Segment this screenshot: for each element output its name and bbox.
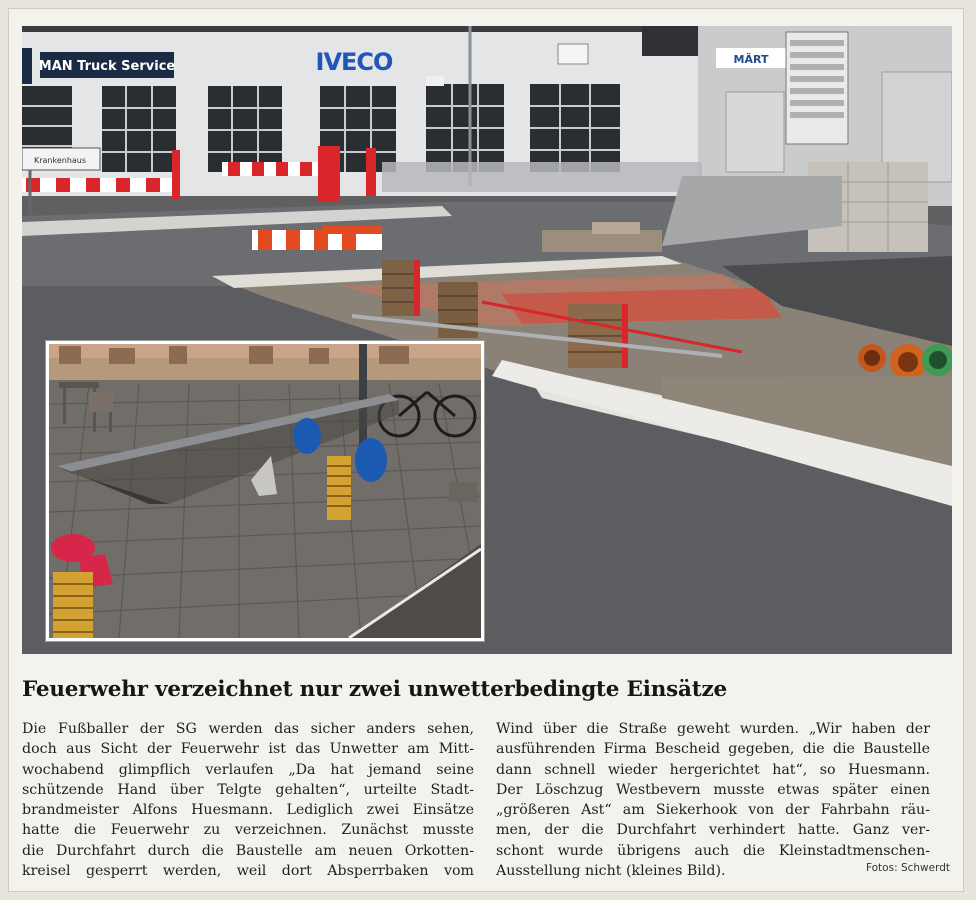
body-line: kreisel gesperrt werden, weil dort Absperrbaken vom [22,863,474,880]
body-line: schützende Hand über Telgte gehalten“, urteilte Stadt- [22,781,474,798]
iveco-sign: IVECO [315,48,393,76]
body-line: Wind über die Straße geweht wurden. „Wir haben der [496,721,930,737]
body-line: men, der die Durchfahrt verhindert hatte. Ganz ver- [496,822,930,839]
body-line: brandmeister Alfons Huesmann. Lediglich zwei Einsätze [22,802,474,819]
body-line: Die Fußballer der SG werden das sicher anders sehen, [22,721,474,737]
body-line: ausführenden Firma Bescheid gegeben, die die Baustelle [496,741,930,758]
man-truck-sign-text: MAN Truck Service [38,59,176,74]
body-line: Der Löschzug Westbevern musste etwas später einen [496,781,930,798]
body-line: dann schnell wieder hergerichtet hat“, so Huesmann. [496,761,930,778]
body-line: „größeren Ast“ am Siekerhook von der Fahrbahn räu- [496,802,930,819]
photo-credit: Fotos: Schwerdt [865,862,950,874]
body-line: die Durchfahrt durch die Baustelle am neuen Orkotten- [22,842,474,859]
body-line: schont wurde übrigens auch die Kleinstadtmenschen- [496,842,930,859]
article-body-right-column [496,719,930,881]
article-body-left-column [22,719,474,881]
inset-photo [46,341,484,641]
road-direction-sign-text: Krankenhaus [33,156,87,165]
body-line: hatte die Feuerwehr zu verzeichnen. Zunächst musste [22,822,474,839]
right-building-sign: MÄRT [733,53,769,66]
body-line: wochabend glimpflich verlaufen „Da hat jemand seine [22,761,474,778]
article-headline: Feuerwehr verzeichnet nur zwei unwetterbedingte Einsätze [22,677,727,702]
body-line: Ausstellung nicht (kleines Bild). [496,863,726,880]
body-line: doch aus Sicht der Feuerwehr ist das Unwetter am Mitt- [22,741,474,758]
